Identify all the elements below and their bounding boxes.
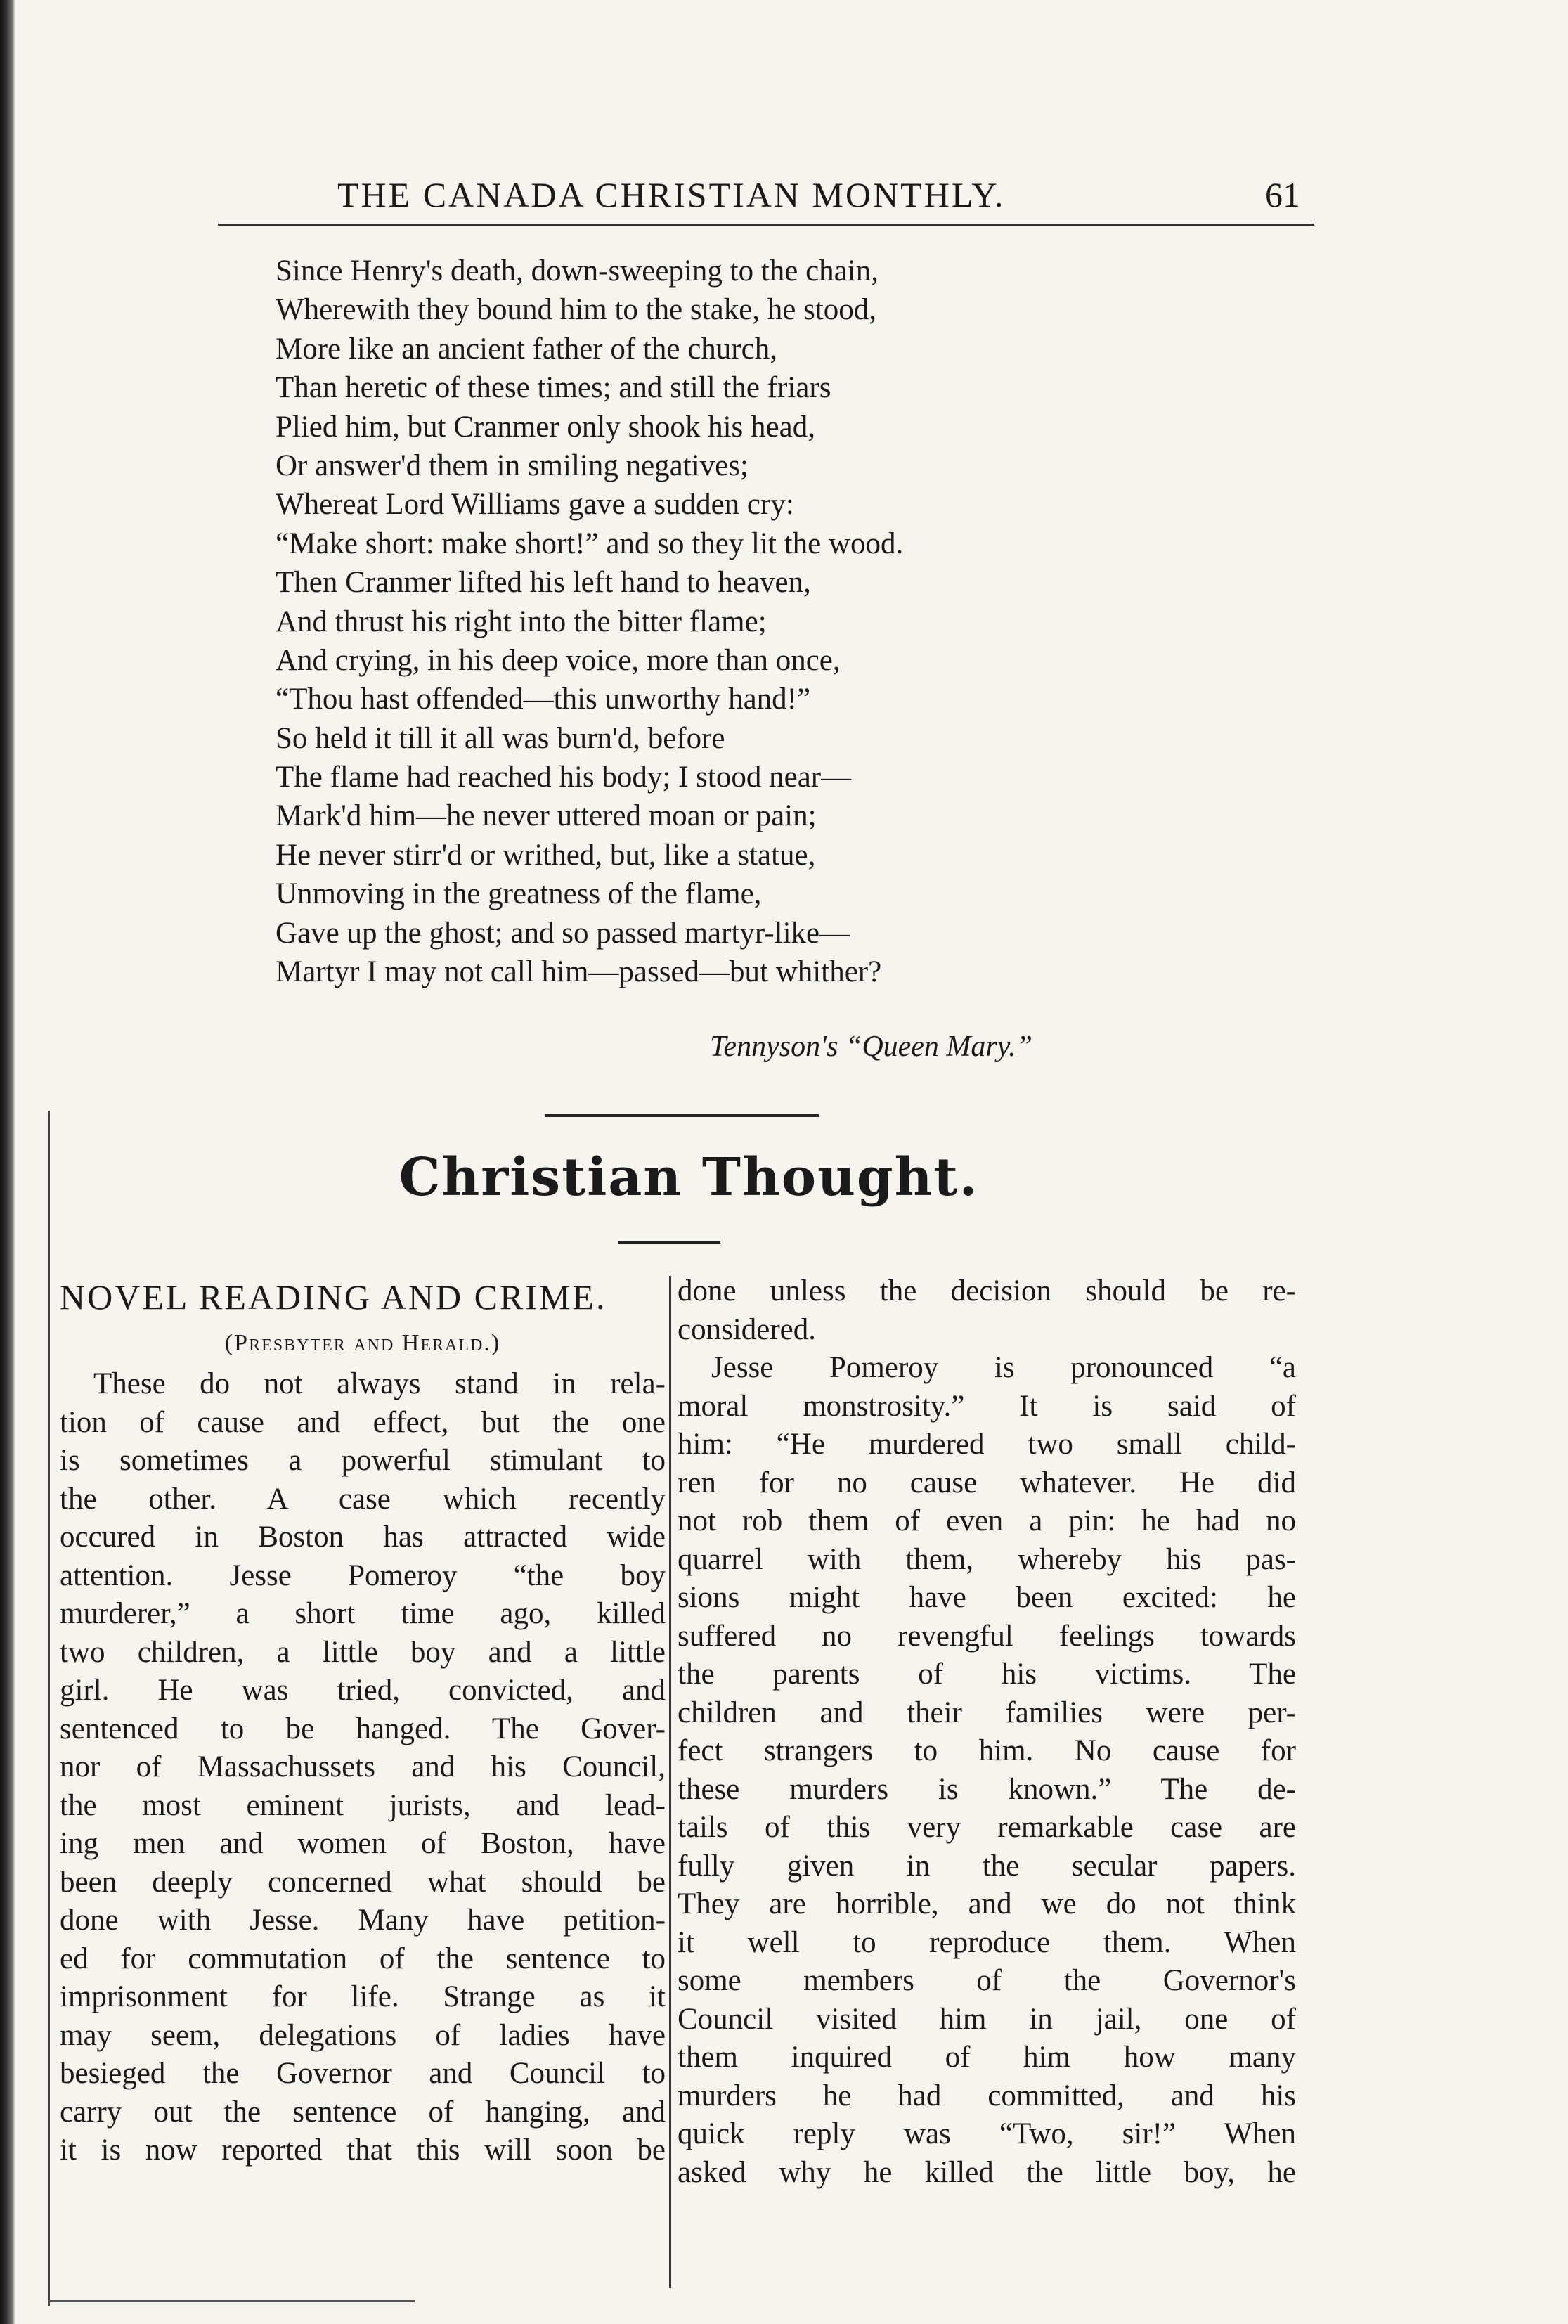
article-line: These do not always stand in rela-	[93, 1367, 666, 1400]
article-line: quarrel with them, whereby his pas-	[678, 1542, 1296, 1576]
article-line: They are horrible, and we do not think	[678, 1887, 1296, 1920]
poem-line: Than heretic of these times; and still the friars	[276, 371, 831, 405]
article-line: asked why he killed the little boy, he	[678, 2155, 1296, 2189]
article-title: NOVEL READING AND CRIME.	[60, 1277, 607, 1317]
article-line: tion of cause and effect, but the one	[60, 1405, 666, 1439]
poem-line: Mark'd him—he never uttered moan or pain;	[276, 799, 817, 833]
article-line: done with Jesse. Many have petition-	[60, 1904, 666, 1937]
article-line: attention. Jesse Pomeroy “the boy	[60, 1558, 666, 1592]
article-line: imprisonment for life. Strange as it	[60, 1980, 666, 2013]
article-line: besieged the Governor and Council to	[60, 2057, 666, 2090]
poem-line: Plied him, but Cranmer only shook his head,	[276, 410, 815, 444]
article-line: ren for no cause whatever. He did	[678, 1466, 1296, 1499]
article-line: Jesse Pomeroy is pronounced “a	[711, 1351, 1296, 1384]
article-line: Council visited him in jail, one of	[678, 2002, 1296, 2036]
article-line: carry out the sentence of hanging, and	[60, 2095, 666, 2129]
poem-line: So held it till it all was burn'd, before	[276, 721, 725, 755]
article-line: it well to reproduce them. When	[678, 1925, 1296, 1959]
poem-line: Unmoving in the greatness of the flame,	[276, 877, 762, 911]
article-right-column	[678, 1272, 1296, 2192]
article-line: considered.	[678, 1312, 817, 1346]
article-line: children and their families were per-	[678, 1696, 1296, 1729]
heading-underline	[618, 1241, 720, 1244]
article-line: quick reply was “Two, sir!” When	[678, 2117, 1296, 2150]
article-line: ed for commutation of the sentence to	[60, 1942, 666, 1975]
section-rule	[545, 1114, 819, 1117]
article-line: the other. A case which recently	[60, 1482, 666, 1516]
poem-line: Or answer'd them in smiling negatives;	[276, 448, 749, 482]
article-line: some members of the Governor's	[678, 1964, 1296, 1997]
article-line: them inquired of him how many	[678, 2041, 1296, 2074]
article-line: sentenced to be hanged. The Gover-	[60, 1712, 666, 1745]
article-line: murders he had committed, and his	[678, 2079, 1296, 2112]
article-line: fect strangers to him. No cause for	[678, 1734, 1296, 1767]
bottom-rule	[49, 2300, 415, 2302]
article-line: done unless the decision should be re-	[678, 1274, 1296, 1308]
poem-line: Since Henry's death, down-sweeping to the chain,	[276, 254, 879, 288]
poem-line: Whereat Lord Williams gave a sudden cry:	[276, 488, 794, 522]
article-line: occured in Boston has attracted wide	[60, 1521, 666, 1554]
column-divider	[669, 1276, 671, 2288]
article-line: is sometimes a powerful stimulant to	[60, 1444, 666, 1477]
gutter-line	[48, 1111, 50, 2306]
article-line: not rob them of even a pin: he had no	[678, 1504, 1296, 1537]
article-line: fully given in the secular papers.	[678, 1849, 1296, 1883]
header-rule	[218, 224, 1314, 226]
article-line: tails of this very remarkable case are	[678, 1811, 1296, 1844]
poem	[276, 252, 1330, 991]
poem-line: Gave up the ghost; and so passed martyr-like—	[276, 916, 850, 950]
article-source: (Presbyter and Herald.)	[224, 1330, 501, 1356]
article-line: him: “He murdered two small child-	[678, 1428, 1296, 1461]
article-line: ing men and women of Boston, have	[60, 1827, 666, 1860]
poem-line: Martyr I may not call him—passed—but whither?	[276, 955, 882, 989]
running-title: THE CANADA CHRISTIAN MONTHLY.	[337, 175, 1006, 214]
poem-line: “Make short: make short!” and so they lit the wood.	[276, 527, 904, 560]
poem-attribution: Tennyson's “Queen Mary.”	[710, 1031, 1032, 1063]
article-line: may seem, delegations of ladies have	[60, 2018, 666, 2052]
article-line: nor of Massachussets and his Council,	[60, 1750, 666, 1783]
article-line: murderer,” a short time ago, killed	[60, 1597, 666, 1630]
poem-line: More like an ancient father of the church,	[276, 332, 777, 366]
article-line: suffered no revengful feelings towards	[678, 1619, 1296, 1653]
article-line: these murders is known.” The de-	[678, 1772, 1296, 1806]
poem-line: Then Cranmer lifted his left hand to heaven,	[276, 566, 811, 600]
poem-line: And thrust his right into the bitter flame;	[276, 605, 767, 638]
poem-line: He never stirr'd or writhed, but, like a statue,	[276, 838, 816, 872]
running-header	[281, 174, 1300, 224]
binding-edge	[0, 0, 15, 2324]
article-line: it is now reported that this will soon be	[60, 2133, 666, 2167]
poem-line: “Thou hast offended—this unworthy hand!”	[276, 683, 811, 716]
poem-line: And crying, in his deep voice, more than once,	[276, 643, 841, 677]
article-line: the parents of his victims. The	[678, 1658, 1296, 1691]
article-line: the most eminent jurists, and lead-	[60, 1788, 666, 1822]
article-line: been deeply concerned what should be	[60, 1865, 666, 1899]
article-left-column	[60, 1272, 666, 2170]
poem-line: Wherewith they bound him to the stake, he stood,	[276, 293, 877, 327]
page-number: 61	[1265, 175, 1300, 214]
article-line: sions might have been excited: he	[678, 1581, 1296, 1614]
poem-line: The flame had reached his body; I stood near—	[276, 761, 852, 794]
article-line: two children, a little boy and a little	[60, 1635, 666, 1669]
article-line: moral monstrosity.” It is said of	[678, 1389, 1296, 1423]
article-line: girl. He was tried, convicted, and	[60, 1674, 666, 1707]
section-heading: Christian Thought.	[399, 1147, 979, 1208]
